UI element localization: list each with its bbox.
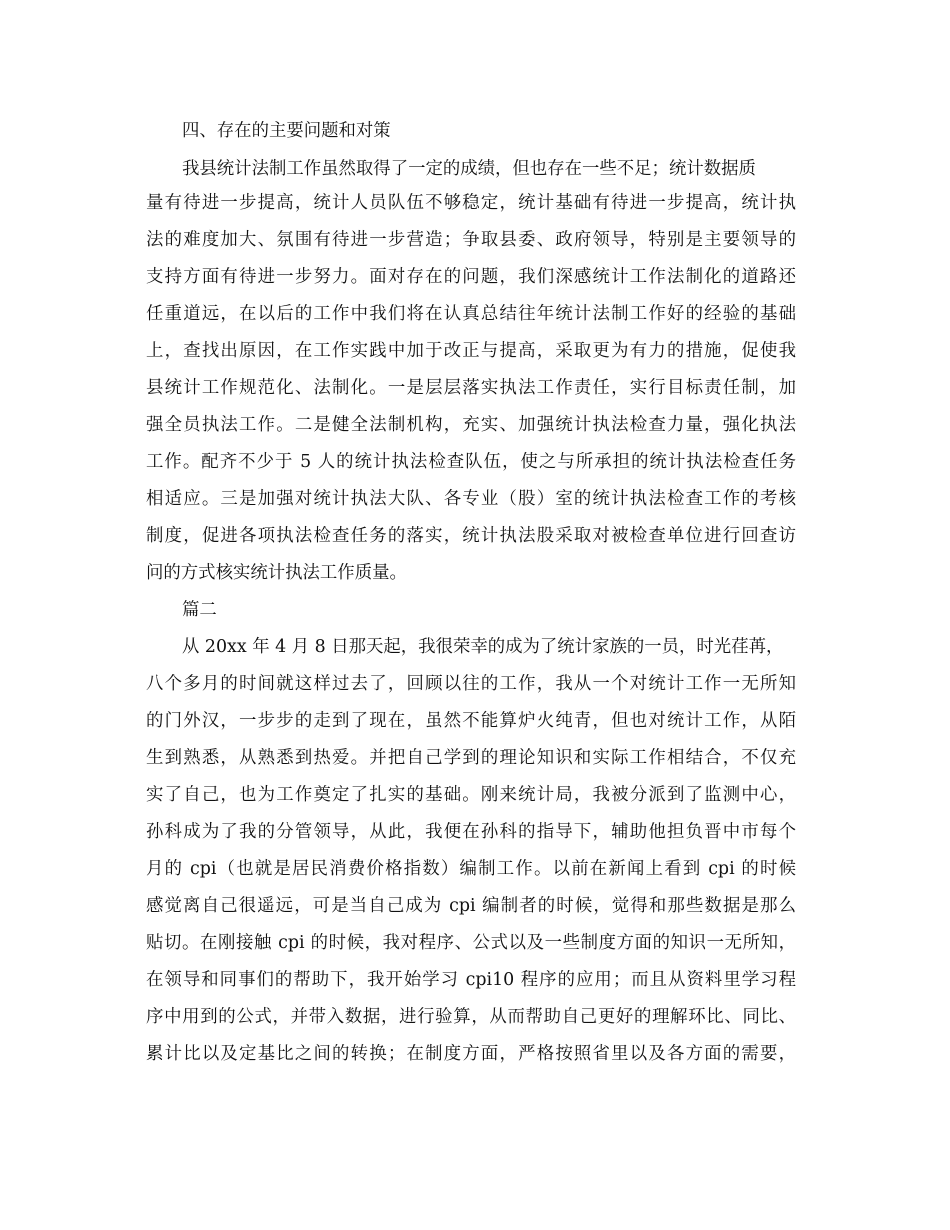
paragraph-2-line: 贴切。在刚接触 cpi 的时候，我对程序、公式以及一些制度方面的知识一无所知， — [146, 933, 796, 953]
paragraph-1-line: 问的方式核实统计执法工作质量。 — [146, 563, 407, 583]
paragraph-2-line: 序中用到的公式，并带入数据，进行验算，从而帮助自己更好的理解环比、同比、 — [146, 1007, 796, 1027]
paragraph-2-line: 的门外汉，一步步的走到了现在，虽然不能算炉火纯青，但也对统计工作，从陌 — [146, 711, 796, 731]
paragraph-2-line: 累计比以及定基比之间的转换；在制度方面，严格按照省里以及各方面的需要， — [146, 1044, 796, 1064]
paragraph-2-line: 八个多月的时间就这样过去了，回顾以往的工作，我从一个对统计工作一无所知 — [146, 674, 796, 694]
paragraph-2-line: 感觉离自己很遥远，可是当自己成为 cpi 编制者的时候，觉得和那些数据是那么 — [146, 896, 796, 916]
paragraph-1-line: 上，查找出原因，在工作实践中加于改正与提高，采取更为有力的措施，促使我 — [146, 341, 796, 361]
section-heading: 四、存在的主要问题和对策 — [182, 121, 391, 141]
paragraph-2-line: 实了自己，也为工作奠定了扎实的基础。刚来统计局，我被分派到了监测中心， — [146, 785, 796, 805]
paragraph-2-line: 生到熟悉，从熟悉到热爱。并把自己学到的理论知识和实际工作相结合，不仅充 — [146, 748, 796, 768]
paragraph-1-line: 工作。配齐不少于 5 人的统计执法检查队伍，使之与所承担的统计执法检查任务 — [146, 452, 796, 472]
paragraph-1-line: 制度，促进各项执法检查任务的落实，统计执法股采取对被检查单位进行回查访 — [146, 526, 796, 546]
paragraph-2-line: 孙科成为了我的分管领导，从此，我便在孙科的指导下，辅助他担负晋中市每个 — [146, 822, 796, 842]
paragraph-1-line: 任重道远，在以后的工作中我们将在认真总结往年统计法制工作好的经验的基础 — [146, 304, 796, 324]
paragraph-2-line: 月的 cpi（也就是居民消费价格指数）编制工作。以前在新闻上看到 cpi 的时候 — [146, 859, 796, 879]
section-2-heading: 篇二 — [182, 600, 217, 620]
paragraph-1-line: 支持方面有待进一步努力。面对存在的问题，我们深感统计工作法制化的道路还 — [146, 267, 796, 287]
paragraph-1-line: 法的难度加大、氛围有待进一步营造；争取县委、政府领导，特别是主要领导的 — [146, 230, 796, 250]
paragraph-1-line: 量有待进一步提高，统计人员队伍不够稳定，统计基础有待进一步提高，统计执 — [146, 193, 796, 213]
paragraph-2-line: 从 20xx 年 4 月 8 日那天起，我很荣幸的成为了统计家族的一员，时光荏苒， — [182, 637, 784, 657]
paragraph-2-line: 在领导和同事们的帮助下，我开始学习 cpi10 程序的应用；而且从资料里学习程 — [146, 970, 796, 990]
paragraph-1-line: 县统计工作规范化、法制化。一是层层落实执法工作责任，实行目标责任制，加 — [146, 378, 796, 398]
paragraph-1-line: 我县统计法制工作虽然取得了一定的成绩，但也存在一些不足；统计数据质 — [182, 159, 756, 179]
paragraph-1-line: 相适应。三是加强对统计执法大队、各专业（股）室的统计执法检查工作的考核 — [146, 489, 796, 509]
paragraph-1-line: 强全员执法工作。二是健全法制机构，充实、加强统计执法检查力量，强化执法 — [146, 415, 796, 435]
